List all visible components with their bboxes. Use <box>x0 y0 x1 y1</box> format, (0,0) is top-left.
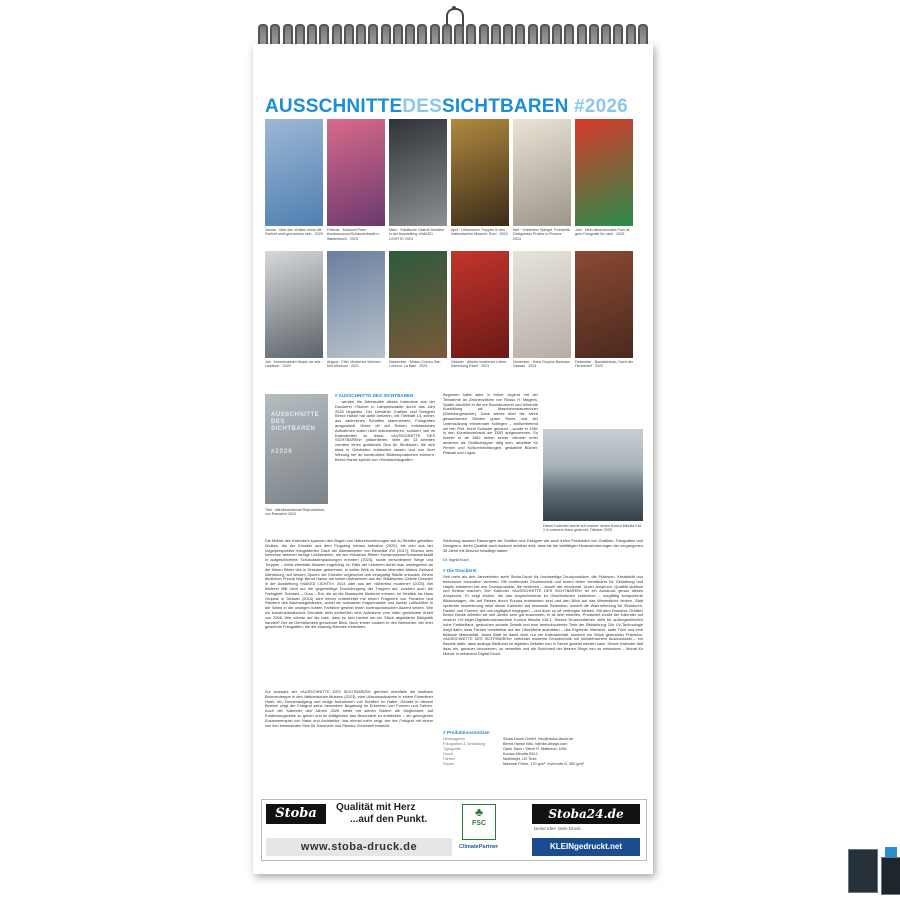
climatepartner-logo: ClimatePartner <box>459 844 499 850</box>
kleingedruckt-logo[interactable]: KLEINgedruckt.net <box>532 838 640 856</box>
month-grid-row-2 <box>265 251 633 377</box>
month-cell <box>389 119 447 245</box>
article-col2: Beginnen hatte alles in früher Jugend mit der Teilnahme an Zeichenzirkeln von Rosso H. Magens. Später durchlief er die zur Buchdruckerei und führende Ausbildung als Maschinenbauzeichner (Werkzeugmacher). Dank seines über die Jahre gewachsenen Sichten guten Rufes und der Unterstützung erinnernder Kollegen – stellvertretend sei hier Prof. Horst Schuster genannt – wurde er 1981 in den Künstlerverband der DDR aufgenommen. So konnte er ab 1982 neben seiner »Arbeit« unter anderem als Grafikdesigner tätig sein, arbeitete für Firmen und Kultureinrichtungen, gestaltete Bücher, Plakate und Logos. <box>443 393 538 455</box>
production-key: Druck <box>443 752 453 756</box>
month-cell <box>265 251 323 377</box>
production-heading: # Produktionsnotizen <box>443 730 490 735</box>
month-photo <box>513 251 571 358</box>
month-cell <box>513 251 571 377</box>
book-title: AUSSCHNITTE DES SICHTBAREN <box>271 412 320 432</box>
month-photo <box>451 251 509 358</box>
stoba24-logo[interactable]: Stoba24.de <box>532 804 640 824</box>
production-value: Konica Minolta KM-1 <box>503 752 539 756</box>
stoba-slogan-2: ...auf den Punkt. <box>350 814 428 825</box>
month-caption: Oktober · Alberto modernes Leben, Sammlung Essel · 2021 <box>451 360 508 369</box>
month-caption: Februar · Museum Peter Kunstmuseum/Schauwerkstatt in Waldenbuch · 2023 <box>327 228 380 241</box>
month-cell <box>513 119 571 245</box>
print-heading: # Die Druckerei <box>443 568 477 573</box>
book-year: #2026 <box>271 449 293 455</box>
production-value: Multiinkjet, UV Tinte <box>503 757 537 761</box>
book-cover-image <box>265 394 328 504</box>
production-key: Herausgeber <box>443 737 465 741</box>
fsc-label: FSC <box>472 820 486 827</box>
month-caption: April · Ultramarine Treppen in den Vatikanischen Museen, Rom · 2023 <box>451 228 508 237</box>
title-part-2: DES <box>402 96 442 117</box>
title-part-1: AUSSCHNITTE <box>265 96 403 117</box>
month-cell <box>327 119 385 245</box>
stoba-slogan-1: Qualität mit Herz <box>336 802 416 813</box>
month-caption: September · Museo Cosmo San Lorenzo, La Baie · 2024 <box>389 360 441 369</box>
title-year: #2026 <box>568 96 628 117</box>
month-cell <box>451 119 509 245</box>
production-value: Stoba-Druck GmbH, info@stoba-druck.de <box>503 737 574 741</box>
month-photo <box>265 119 323 226</box>
production-key: Fotografien & Gestaltung <box>443 742 486 746</box>
printer-photo <box>543 429 643 521</box>
month-cell <box>327 251 385 377</box>
printer-machine-1 <box>848 849 878 893</box>
month-caption: März · Städtische Galerie Dresden in der Ausstellung »NAKED LIGHTS« 2024 <box>389 228 445 241</box>
tree-icon: ♣ <box>475 805 483 819</box>
article-author: Dr. Ingrid Koch <box>443 558 469 562</box>
calendar-cover-page <box>253 44 653 874</box>
month-photo <box>265 251 323 358</box>
month-caption: Januar · über den Wolken muss die Freiheit wohl grenzenlos sein · 2025 <box>265 228 323 237</box>
production-key: Farben <box>443 757 456 761</box>
month-photo <box>575 251 633 358</box>
stoba-logo[interactable]: Stoba <box>266 804 326 824</box>
printer-machine-2 <box>881 857 900 895</box>
article-col2-continued: Werkzeug tausend Fassungen der Grafiker und Designer wie auch freien Produktion von Grafiken, Fotografien und Designern, deren Qualität auch dadurch sichtbar wird, dass sie die vielfältigen Herausforderungen der vergangenen 35 Jahre mit Bravour bewältigt haben. <box>443 539 643 553</box>
month-photo <box>327 119 385 226</box>
title-part-3: SICHTBAREN <box>442 96 569 117</box>
stoba24-tagline: Deine Idee. Dein Druck. <box>534 826 582 831</box>
calendar-hanger-hook <box>452 6 456 10</box>
print-text: Seit mehr als drei Jahrzehnten steht Stoba-Druck für hochwertige Druckprodukte, die Präzision, Kreativität und technische Innovation vereinen. Mit modernster Drucktechnik und einem tiefen Verständnis für Gestaltung und Haptik entstehen bei uns Druckprodukte, die berühren – visuell wie emotional. Unser Anspruch: Qualität sichtbar und fühlbar machen. Der Kalender »AUSSCHNITTE DES SICHTBAREN« ist ein Ausdruck genau dieses Anspruchs. Er zeigt Motive, die das Ungewöhnliche im Gewöhnlichen entdecken – sorgfältig komponierte Bildaussagen, die auf Reisen durch Europa entstanden sind und den Blick auf das Wesentliche lenken. Statt opulenter Inszenierung setzt dieser Kalender auf bewusste Reduktion, schärft die Wahrnehmung für Strukturen, Farben und Formen, die uns tagtäglich begegnen – und doch so oft verborgen bleiben. Mit dem Dresdner Grafiker Bernd Hanke arbeiten wir seit Jahren sehr gut zusammen, er ist sehr erfahren. Produziert wurde der Kalender auf unserer UV-Inkjet-Digitaldruckmaschine Konica Minolta KM-1. Dieses Druckverfahren stellt für außergewöhnlich hohe Farbbrillanz, gestochen scharfe Details und eine beeindruckende Tiefe der Bildwirkung. Die UV-Technologie sorgt dafür, dass Farben unmittelbar auf der Oberfläche aushärten – das Ergebnis: intensive, satte Töne und eine fühlbare Materialität. Jedes Blatt ist damit nicht nur ein Kalenderblatt, sondern ein Stück gedruckter Präzision. »AUSSCHNITTE DES SICHTBAREN« verbindet moderne Drucktechnik mit künstlerischem Ausdrucksstil – ein Beweis dafür, dass analoge Bildkunst im digitalen Zeitalter neu in Szene gesetzt werden kann. Dieser Kalender lädt dazu ein, genauer hinzusehen, zu verweilen und die Schönheit der kleinen Dinge neu zu entdecken – Monat für Monat, in brillantem Digital-Druck. <box>443 575 643 656</box>
production-value: Open Sans • Steve R. Matteson, USA <box>503 747 567 751</box>
production-key: Typografie <box>443 747 461 751</box>
stoba-url[interactable]: www.stoba-druck.de <box>266 838 452 856</box>
month-cell <box>575 119 633 245</box>
month-caption: August · Eifel, Modernes Wohnen fürs Museum · 2021 <box>327 360 381 369</box>
fsc-logo <box>462 804 496 840</box>
advertising-footer <box>261 799 647 861</box>
printer-photo-caption: Dieser Kalender wurde auf unserer neuen Konica Minolta KM-1 in unserem Haus gedruckt, Oktober 2025 <box>543 524 642 533</box>
month-photo <box>389 251 447 358</box>
article-body-2: Zur Auswahl der »AUSSCHNITTE DES SICHTBAREN« gehören ebenfalls die kostbare Brunnentreppe in den Vatikanischen Museen (2023), eine Urlaubsaufnahme in einem Florentiner Hotel, ein Sonnenaufgang und einige Aufnahmen von Schiffen im Hafen. Gerade in diesem Bereich zeigt der Fotograf seine besondere Begabung im Erkennen von Formen und Farben. Auch der Kalender des Jahres 2026 bietet mit seinen Bildern die Möglichkeit, auf Entdeckungsreise zu gehen und im Alltäglichen das Besondere zu entdecken – ein gelungenes Zusammenspiel von Natur und Architektur, das einmal mehr zeigt, wie der Fotograf mit einem von ihm entwickelten Sinn für Harmonie und Struktur Schönheit bewahrt. <box>265 690 433 728</box>
calendar-title <box>265 96 641 118</box>
article-heading: # AUSSCHNITTE DES SICHTBAREN <box>335 393 414 398</box>
printer-display <box>885 847 897 857</box>
month-caption: Juli · Kunstmuseum Museu de arte · Lissabon · 2025 <box>265 360 323 369</box>
production-value: Bernd Hanke Bild, h@nke-design.com <box>503 742 568 746</box>
month-cell <box>451 251 509 377</box>
month-photo <box>451 119 509 226</box>
article-body: Die Motive des Kalenders spannen den Bogen von Naturerscheinungen wie zu Streifen geballten Wolken, die der Künstler aus dem Flugzeug heraus aufnahm (2025), bis zum aus der Vogelperspektive fotografierten Dach der Altarsanieiten von Benedikt XVI (2017). Ebenso sein Interesse welchen farbige Lichtstrahlen, die am »Museum Ritter« Kunstmuseum/Schauwerkstatt in aufgeschichtete Schokoladenpackungen erinnern (2023), sowie verschiedene Wege und Treppen – meist ebenfalls Museen zugehörig. Im Falle der Letzteren denkt man unweigerlich an die frühen Bilder des in Dresden geborenen, in weiter Welt zu Hause lebenden Malers Gerhard Altenbourg, auf dessen Spuren der Künstler ungewohnt und einzigartig Städte erkundet. Einem ähnlichen Prinzip folgt Bernd Hanke mit seinen Aufnahmen aus der Städtischen Galerie Dresden in der Ausstellung »NAKED LIGHTS«, 2014 oder aus der »Albertina moderne« (2023). Bei letzterer fällt nicht nur die gegenseitige Durchdringung der Treppen auf, sondern auch die Farbigkeit: Schwarz – Grau – Rot, die an die Klassische Moderne erinnert. Im Hinblick ins Haus Gropius in Dessau (2014) wird einem unterbreitet mit einem Fragment von Fenstern und Rändern des Bauhausgebäudes, wobei ein schwarzer Klappenladen und dunkle Luftschlitze in der Wand in die unsrigen lichten Farbtöne gesetzt einen kontrapunktischen Akzent setzen. Wie ein konstruktivistisches Gemälde wirkt schließlich eine Aufnahme vom Vater gewidmete Arbeit von 2008. Wer könnte auf die Idee, dass es sich hierbei um ein Stück abgeklärter Bildgrafik handelt? Der an Gemütlichkeit grenzende Blick: Noch immer zaubert er den Betrachter, der eher gewohnte Fotografien, die die zwanzig Rahmen freisetzen. <box>265 539 433 630</box>
production-key: Papier <box>443 762 454 766</box>
month-caption: November · Haus Gropius Bauhaus Dessau · 2024 <box>513 360 570 369</box>
month-caption: Mai · »Helmets« Spiegel, Frontseite Designhaus Proktor in Florenz · 2024 <box>513 228 571 241</box>
month-cell <box>575 251 633 377</box>
book-caption: Titel · offenbeachtende Reproduktion, von Ramstein 2024 <box>265 508 325 517</box>
month-photo <box>575 119 633 226</box>
month-grid-row-1 <box>265 119 633 245</box>
production-value: Maximal Prime, 170 g/m², Invercote G, 350 g/m² <box>503 762 585 766</box>
month-photo <box>327 251 385 358</box>
month-photo <box>389 119 447 226</box>
month-caption: Juni · Mein dimensionales Fahr ist gern Fotografie für mich · 2025 <box>575 228 630 237</box>
month-cell <box>265 119 323 245</box>
month-photo <box>513 119 571 226</box>
article-intro: … werden die Adressaten dieses Kalenders aus der Druckerei »Stoba« in Lampertswalde durch das Jahr 2026 begleiten. Der Dresdner Grafiker und Designer Bernd Hanke hat dafür dreizehn, mit Titelblatt 14, seiner, aus zahlreichen Schaffen stammenden, Fotografien ausgewählt. Diese oft auf Reisen entstandenen Aufnahmen sollen nicht dokumentieren, sondern, wie im Kalendertitel zu lesen, »AUSSCHNITTE DES SICHTBAREN« präsentieren. Viele der 13 Arbeiten verraten einen grafischen Sinn für Strukturen, die sich etwa in Gebäuden entdecken lassen und von ihrer Wirkung her an konstruktive Bildkompositionen erinnern. Bernd Hanke spricht von »Strukturfotografie«. <box>335 400 435 462</box>
month-caption: Dezember · Backsteinbau, Dach der Hermsdorf · 2022 <box>575 360 633 369</box>
month-cell <box>389 251 447 377</box>
